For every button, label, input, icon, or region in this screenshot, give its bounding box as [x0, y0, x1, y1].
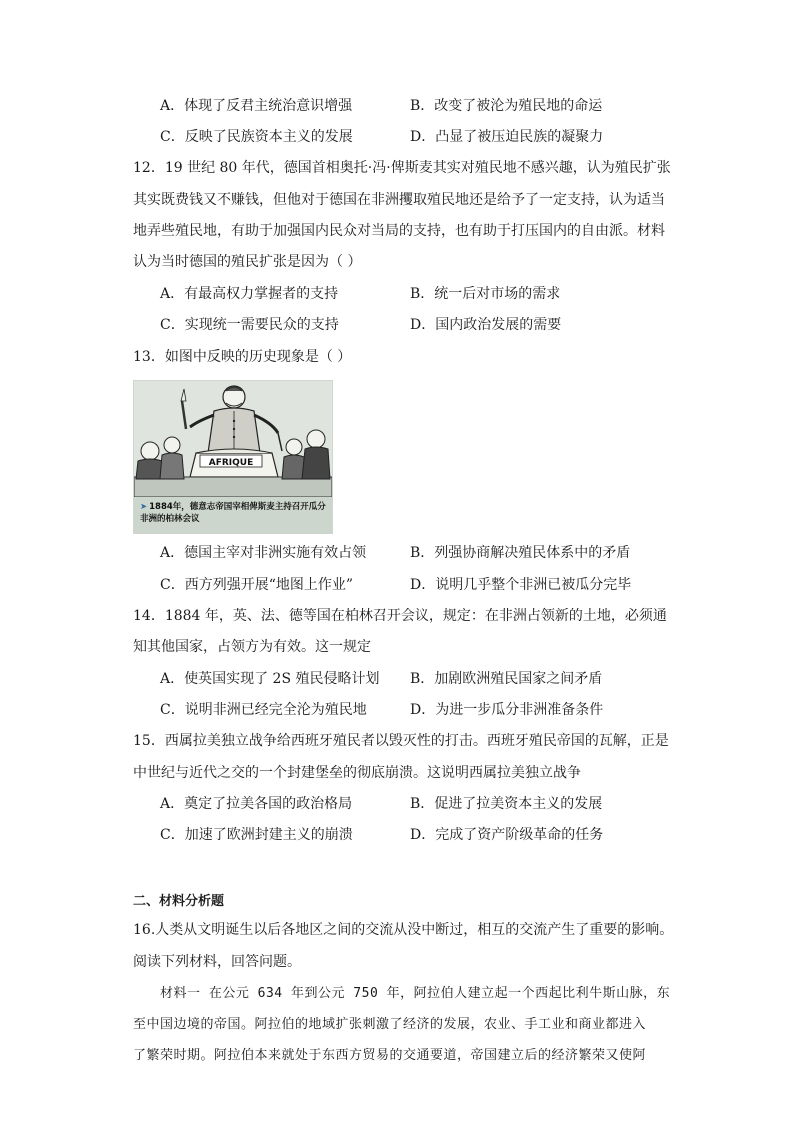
q14-stem-line-2: 知其他国家，占领方为有效。这一规定	[133, 639, 371, 655]
q13-option-b[interactable]: B．列强协商解决殖民体系中的矛盾	[410, 545, 631, 561]
q15-option-a[interactable]: A．奠定了拉美各国的政治格局	[160, 796, 353, 812]
q14-option-a[interactable]: A．使英国实现了 2S 殖民侵略计划	[160, 671, 380, 687]
q12-option-b[interactable]: B．统一后对市场的需求	[410, 286, 561, 302]
q12-option-c[interactable]: C．实现统一需要民众的支持	[160, 317, 339, 333]
q12-stem-line-4: 认为当时德国的殖民扩张是因为（ ）	[133, 254, 362, 270]
q15-option-d[interactable]: D．完成了资产阶级革命的任务	[410, 827, 604, 843]
q14-stem-line-1: 14．1884 年，英、法、德等国在柏林召开会议，规定：在非洲占领新的土地，必须通	[133, 608, 667, 624]
q13-stem: 13．如图中反映的历史现象是（ ）	[133, 349, 352, 365]
material-1-line-1: 材料一 在公元 634 年到公元 750 年，阿拉伯人建立起一个西起比利牛斯山脉，东	[160, 986, 671, 1001]
q13-option-c[interactable]: C．西方列强开展“地图上作业”	[160, 577, 354, 593]
cartoon-illustration	[134, 381, 332, 497]
q15-stem-line-1: 15．西属拉美独立战争给西班牙殖民者以毁灭性的打击。西班牙殖民帝国的瓦解，正是	[133, 733, 669, 749]
section-title: 二、材料分析题	[133, 894, 225, 909]
material-1-line-2: 至中国边境的帝国。阿拉伯的地域扩张刺激了经济的发展，农业、手工业和商业都进入	[133, 1017, 647, 1032]
q12-stem-line-3: 地弄些殖民地，有助于加强国内民众对当局的支持，也有助于打压国内的自由派。材料	[133, 223, 665, 239]
q16-stem-line-2: 阅读下列材料，回答问题。	[133, 954, 301, 970]
q11-option-a[interactable]: A．体现了反君主统治意识增强	[160, 98, 353, 114]
q11-option-c[interactable]: C．反映了民族资本主义的发展	[160, 129, 353, 145]
q15-option-b[interactable]: B．促进了拉美资本主义的发展	[410, 796, 603, 812]
cartoon-caption	[134, 497, 332, 533]
q11-option-d[interactable]: D．凸显了被压迫民族的凝聚力	[410, 129, 604, 145]
q12-option-a[interactable]: A．有最高权力掌握者的支持	[160, 286, 339, 302]
cake-label: AFRIQUE	[208, 458, 254, 468]
q14-option-b[interactable]: B．加剧欧洲殖民国家之间矛盾	[410, 671, 603, 687]
q16-stem-line-1: 16.人类从文明诞生以后各地区之间的交流从没中断过，相互的交流产生了重要的影响。	[133, 922, 674, 938]
material-1-line-3: 了繁荣时期。阿拉伯本来就处于东西方贸易的交通要道，帝国建立后的经济繁荣又使阿	[133, 1048, 647, 1063]
q14-option-d[interactable]: D．为进一步瓜分非洲准备条件	[410, 702, 604, 718]
q13-option-d[interactable]: D．说明几乎整个非洲已被瓜分完毕	[410, 577, 632, 593]
berlin-conference-cartoon	[133, 380, 333, 534]
q12-stem-line-1: 12．19 世纪 80 年代，德国首相奥托·冯·俾斯麦其实对殖民地不感兴趣，认为殖民扩张	[133, 160, 671, 176]
q11-option-b[interactable]: B．改变了被沦为殖民地的命运	[410, 98, 603, 114]
q13-option-a[interactable]: A．德国主宰对非洲实施有效占领	[160, 545, 367, 561]
q15-stem-line-2: 中世纪与近代之交的一个封建堡垒的彻底崩溃。这说明西属拉美独立战争	[133, 765, 581, 781]
cartoon-caption-text: 1884年，德意志帝国宰相俾斯麦主持召开瓜分非洲的柏林会议	[140, 502, 326, 524]
q12-stem-line-2: 其实既费钱又不赚钱，但他对于德国在非洲攫取殖民地还是给予了一定支持，认为适当	[133, 192, 665, 208]
q14-option-c[interactable]: C．说明非洲已经完全沦为殖民地	[160, 702, 367, 718]
q15-option-c[interactable]: C．加速了欧洲封建主义的崩溃	[160, 827, 353, 843]
caption-arrow-icon: ➤	[140, 502, 148, 512]
q12-option-d[interactable]: D．国内政治发展的需要	[410, 317, 562, 333]
